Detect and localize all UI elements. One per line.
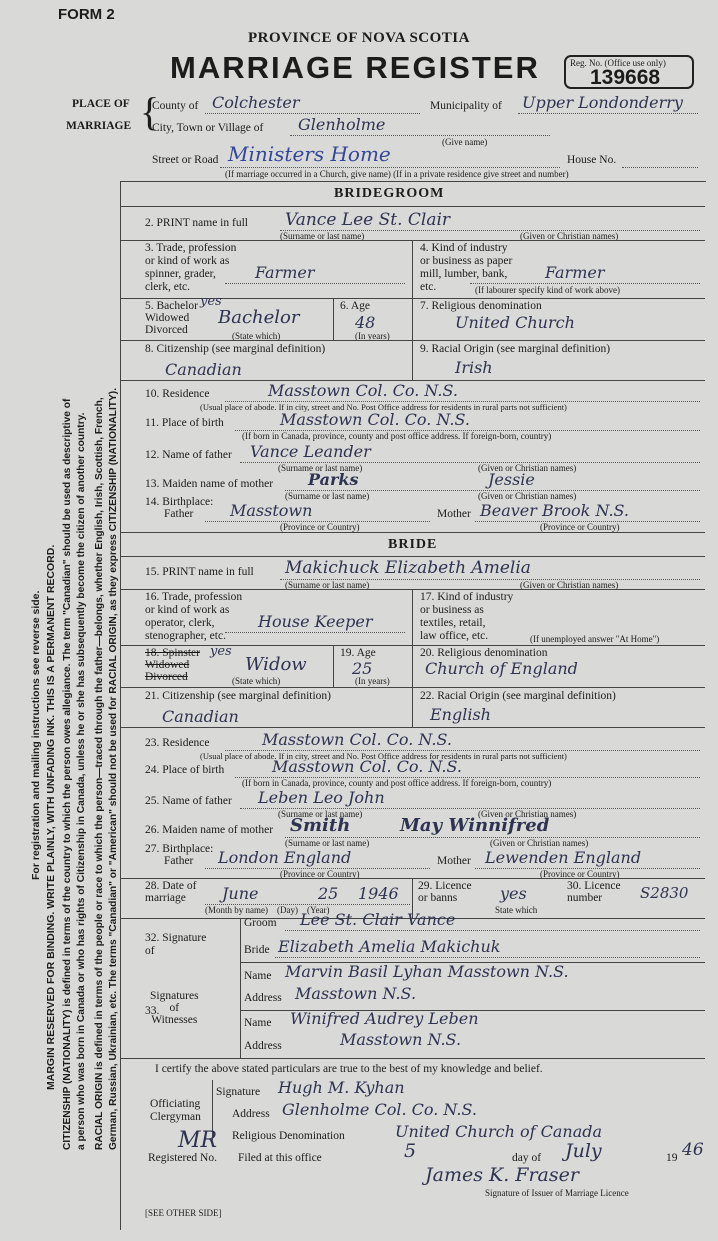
f11-label: 11. Place of birth [145, 417, 224, 429]
house-label: House No. [567, 154, 617, 166]
reg-label: Reg. No. (Office use only) [570, 58, 666, 68]
f30-label: 30. Licence number [567, 880, 621, 904]
groom-religion: United Church [455, 313, 575, 332]
groom-industry: Farmer [545, 263, 605, 282]
bride-heading: BRIDE [388, 537, 438, 552]
f16-label: 16. Trade, profession or kind of work as operator, clerk, stenographer, etc. [145, 591, 243, 642]
f32-label: 32. Signature of [145, 932, 207, 957]
groom-mother-bp-label: Mother [437, 508, 471, 520]
f15-label: 15. PRINT name in full [145, 566, 254, 578]
city-value: Glenholme [298, 115, 386, 134]
bride-citizenship: Canadian [162, 707, 239, 726]
registered-mark: MR [178, 1128, 218, 1153]
f12-label: 12. Name of father [145, 449, 232, 461]
groom-age-note: (In years) [355, 331, 390, 341]
bride-mother-bp-label: Mother [437, 855, 471, 867]
f33-label: 33. [145, 1005, 160, 1017]
filed-label: Filed at this office [238, 1152, 322, 1164]
clergy-relig-label: Religious Denomination [232, 1130, 345, 1142]
margin-note-4: a person who was born in Canada or who has rights of Citizenship in Canada, unless he or she has subsequently become the citizen of another country. [76, 412, 87, 1150]
groom-father-note2: (Given or Christian names) [478, 463, 577, 473]
registration-number-box [564, 55, 694, 89]
groom-residence: Masstown Col. Co. N.S. [268, 381, 458, 400]
filed-year: 46 [682, 1140, 704, 1160]
city-note: (Give name) [442, 137, 488, 147]
groom-father-bp: Masstown [230, 501, 313, 520]
reg-number: 139668 [590, 66, 661, 89]
province-heading: PROVINCE OF NOVA SCOTIA [248, 30, 470, 46]
groom-residence-note: (Usual place of abode. If in city, street and No. Post Office address for residents in rural parts not sufficient) [200, 402, 567, 412]
municipality-label: Municipality of [430, 100, 502, 112]
bride-religion: Church of England [425, 659, 578, 678]
f18-label: 18. Spinster Widowed Divorced [145, 647, 200, 683]
marriage-date-note: (Month by name) (Day) (Year) [205, 905, 330, 915]
day-of-label: day of [512, 1152, 542, 1164]
margin-note-6: German, Russian, Ukrainian, etc. The terms "Canadian" or "American" should not be used for RACIAL ORIGIN, as they express CITIZENSHIP (NATIONALITY). [108, 387, 119, 1150]
w1-address-label: Address [244, 992, 282, 1004]
f2-label: 2. PRINT name in full [145, 217, 248, 229]
bride-bp-note1: (Province or Country) [280, 869, 360, 879]
groom-birth: Masstown Col. Co. N.S. [280, 410, 470, 429]
bride-industry-note: (If unemployed answer "At Home") [530, 634, 660, 644]
groom-name-note2: (Given or Christian names) [520, 231, 619, 241]
street-note: (If marriage occurred in a Church, give name) (If in a private residence give street and number) [225, 169, 569, 179]
f9-label: 9. Racial Origin (see marginal definition) [420, 343, 611, 355]
f13-label: 13. Maiden name of mother [145, 478, 274, 490]
bridegroom-heading: BRIDEGROOM [334, 186, 445, 201]
groom-signature: Lee St. Clair Vance [300, 910, 456, 929]
witness2-address: Masstown N.S. [340, 1030, 462, 1049]
groom-citizenship: Canadian [165, 360, 242, 379]
margin-note-3: CITIZENSHIP (NATIONALITY) is defined in terms of the country to which the person owes allegiance. The term "Canadian" should be used as descriptive of [62, 398, 73, 1150]
county-label: County of [152, 100, 199, 112]
witness-label: Signatures of Witnesses [150, 990, 199, 1026]
f24-label: 24. Place of birth [145, 764, 225, 776]
municipality-value: Upper Londonderry [522, 93, 683, 112]
bride-father-bp: London England [218, 848, 352, 867]
bride-mother-note1: (Surname or last name) [285, 838, 370, 848]
f7-label: 7. Religious denomination [420, 300, 542, 312]
issuer-signature: James K. Fraser [425, 1164, 579, 1186]
bride-racial: English [430, 705, 491, 724]
f4-label: 4. Kind of industry or business as paper mill, lumber, bank, etc. [420, 242, 513, 293]
licence-number: S2830 [640, 884, 689, 902]
see-other-side: [SEE OTHER SIDE] [145, 1208, 222, 1218]
f22-label: 22. Racial Origin (see marginal definition) [420, 690, 616, 702]
bride-birth-note: (If born in Canada, province, county and post office address. If foreign-born, country) [242, 778, 552, 788]
groom-father: Vance Leander [250, 442, 371, 461]
groom-name-note1: (Surname or last name) [280, 231, 365, 241]
registered-label: Registered No. [148, 1152, 217, 1164]
bride-father-note2: (Given or Christian names) [478, 809, 577, 819]
f23-label: 23. Residence [145, 737, 210, 749]
f27-label: 27. Birthplace: [145, 843, 214, 855]
f19-label: 19. Age [340, 647, 376, 659]
form-number: FORM 2 [58, 6, 115, 23]
bride-name: Makichuck Elizabeth Amelia [285, 558, 531, 578]
bride-father: Leben Leo John [258, 788, 385, 807]
bride-bp-note2: (Province or Country) [540, 869, 620, 879]
groom-racial: Irish [455, 358, 493, 377]
groom-bp-note1: (Province or Country) [280, 522, 360, 532]
groom-mother-given: Jessie [488, 470, 535, 489]
bride-signature: Elizabeth Amelia Makichuk [278, 937, 501, 956]
bride-mother-given: May Winnifred [400, 815, 550, 836]
filed-day: 5 [404, 1140, 417, 1162]
groom-status-note: (State which) [232, 331, 281, 341]
bride-residence-note: (Usual place of abode. If in city, street and No. Post Office address for residents in rural parts not sufficient) [200, 751, 567, 761]
f25-label: 25. Name of father [145, 795, 232, 807]
officiating-label: Officiating Clergyman [150, 1098, 201, 1123]
bride-status: Widow [245, 654, 307, 675]
issuer-label: Signature of Issuer of Marriage Licence [485, 1188, 629, 1198]
groom-sig-label: Groom [244, 917, 277, 929]
street-label: Street or Road [152, 154, 219, 166]
bride-age: 25 [352, 659, 373, 678]
bride-status-mark: yes [210, 644, 232, 659]
groom-name: Vance Lee St. Clair [285, 210, 451, 230]
bride-sig-label: Bride [244, 944, 270, 956]
f10-label: 10. Residence [145, 388, 210, 400]
clergy-address: Glenholme Col. Co. N.S. [282, 1100, 477, 1119]
licence-note: State which [495, 905, 538, 915]
clergy-addr-label: Address [232, 1108, 270, 1120]
groom-father-bp-label: Father [164, 508, 194, 520]
city-label: City, Town or Village of [152, 122, 264, 134]
f3-label: 3. Trade, profession or kind of work as spinner, grader, clerk, etc. [145, 242, 237, 293]
f8-label: 8. Citizenship (see marginal definition) [145, 343, 326, 355]
f20-label: 20. Religious denomination [420, 647, 548, 659]
bride-mother: Smith [290, 815, 351, 836]
groom-bp-note2: (Province or Country) [540, 522, 620, 532]
licence-or-banns: yes [500, 884, 527, 903]
bride-mother-bp: Lewenden England [485, 848, 642, 867]
f21-label: 21. Citizenship (see marginal definition) [145, 690, 331, 702]
w1-name-label: Name [244, 970, 272, 982]
county-value: Colchester [212, 93, 300, 112]
groom-age: 48 [355, 313, 376, 332]
bride-residence: Masstown Col. Co. N.S. [262, 730, 452, 749]
certify-text: I certify the above stated particulars are true to the best of my knowledge and belief. [155, 1063, 543, 1075]
groom-mother-note1: (Surname or last name) [285, 491, 370, 501]
bride-father-bp-label: Father [164, 855, 194, 867]
marriage-year: 1946 [358, 884, 399, 903]
filed-month: July [565, 1140, 602, 1162]
groom-status-mark: yes [200, 294, 222, 309]
groom-status: Bachelor [218, 307, 300, 328]
w2-address-label: Address [244, 1040, 282, 1052]
margin-note-2: MARGIN RESERVED FOR BINDING. WRITE PLAINLY, WITH UNFADING INK. THIS IS A PERMANENT RECORD. [45, 544, 57, 1090]
f29-label: 29. Licence or banns [418, 880, 472, 904]
clergy-religion: United Church of Canada [395, 1122, 603, 1141]
bride-father-note1: (Surname or last name) [278, 809, 363, 819]
marriage-day: 25 [318, 884, 339, 903]
place-of-label: PLACE OF [72, 98, 130, 110]
bride-name-note2: (Given or Christian names) [520, 580, 619, 590]
place-brace: { [140, 89, 160, 134]
margin-note-1: For registration and mailing instructions see reverse side. [30, 590, 42, 880]
bride-name-note1: (Surname or last name) [285, 580, 370, 590]
bride-mother-note2: (Given or Christian names) [490, 838, 589, 848]
marriage-label: MARRIAGE [66, 120, 132, 132]
w2-name-label: Name [244, 1017, 272, 1029]
bride-birth: Masstown Col. Co. N.S. [272, 757, 462, 776]
marriage-month: June [222, 884, 259, 903]
groom-father-note1: (Surname or last name) [278, 463, 363, 473]
groom-mother-note2: (Given or Christian names) [478, 491, 577, 501]
f14-label: 14. Birthplace: [145, 496, 214, 508]
clergy-sig-label: Signature [216, 1086, 261, 1098]
f26-label: 26. Maiden name of mother [145, 824, 274, 836]
f17-label: 17. Kind of industry or business as textiles, retail, law office, etc. [420, 591, 514, 642]
street-value: Ministers Home [228, 142, 391, 166]
f5-label: 5. Bachelor Widowed Divorced [145, 300, 199, 336]
f28-label: 28. Date of marriage [145, 880, 197, 904]
clergy-signature: Hugh M. Kyhan [278, 1078, 405, 1097]
year-prefix: 19 [666, 1152, 678, 1164]
groom-birth-note: (If born in Canada, province, county and post office address. If foreign-born, country) [242, 431, 552, 441]
witness2-name: Winifred Audrey Leben [290, 1009, 479, 1028]
margin-note-5: RACIAL ORIGIN is defined in terms of the people or race to which the person—traced through the father—belongs, whether English, Irish, Scottish, French, [94, 397, 105, 1150]
bride-status-note: (State which) [232, 676, 281, 686]
groom-industry-note: (If labourer specify kind of work above) [475, 285, 620, 295]
witness1-name: Marvin Basil Lyhan Masstown N.S. [285, 962, 569, 981]
page-title: MARRIAGE REGISTER [170, 50, 540, 85]
witness1-address: Masstown N.S. [295, 984, 417, 1003]
bride-age-note: (In years) [355, 676, 390, 686]
bride-trade: House Keeper [258, 612, 373, 631]
f6-label: 6. Age [340, 300, 371, 312]
groom-mother-bp: Beaver Brook N.S. [480, 501, 629, 520]
groom-trade: Farmer [255, 263, 315, 282]
groom-mother: Parks [308, 470, 359, 489]
